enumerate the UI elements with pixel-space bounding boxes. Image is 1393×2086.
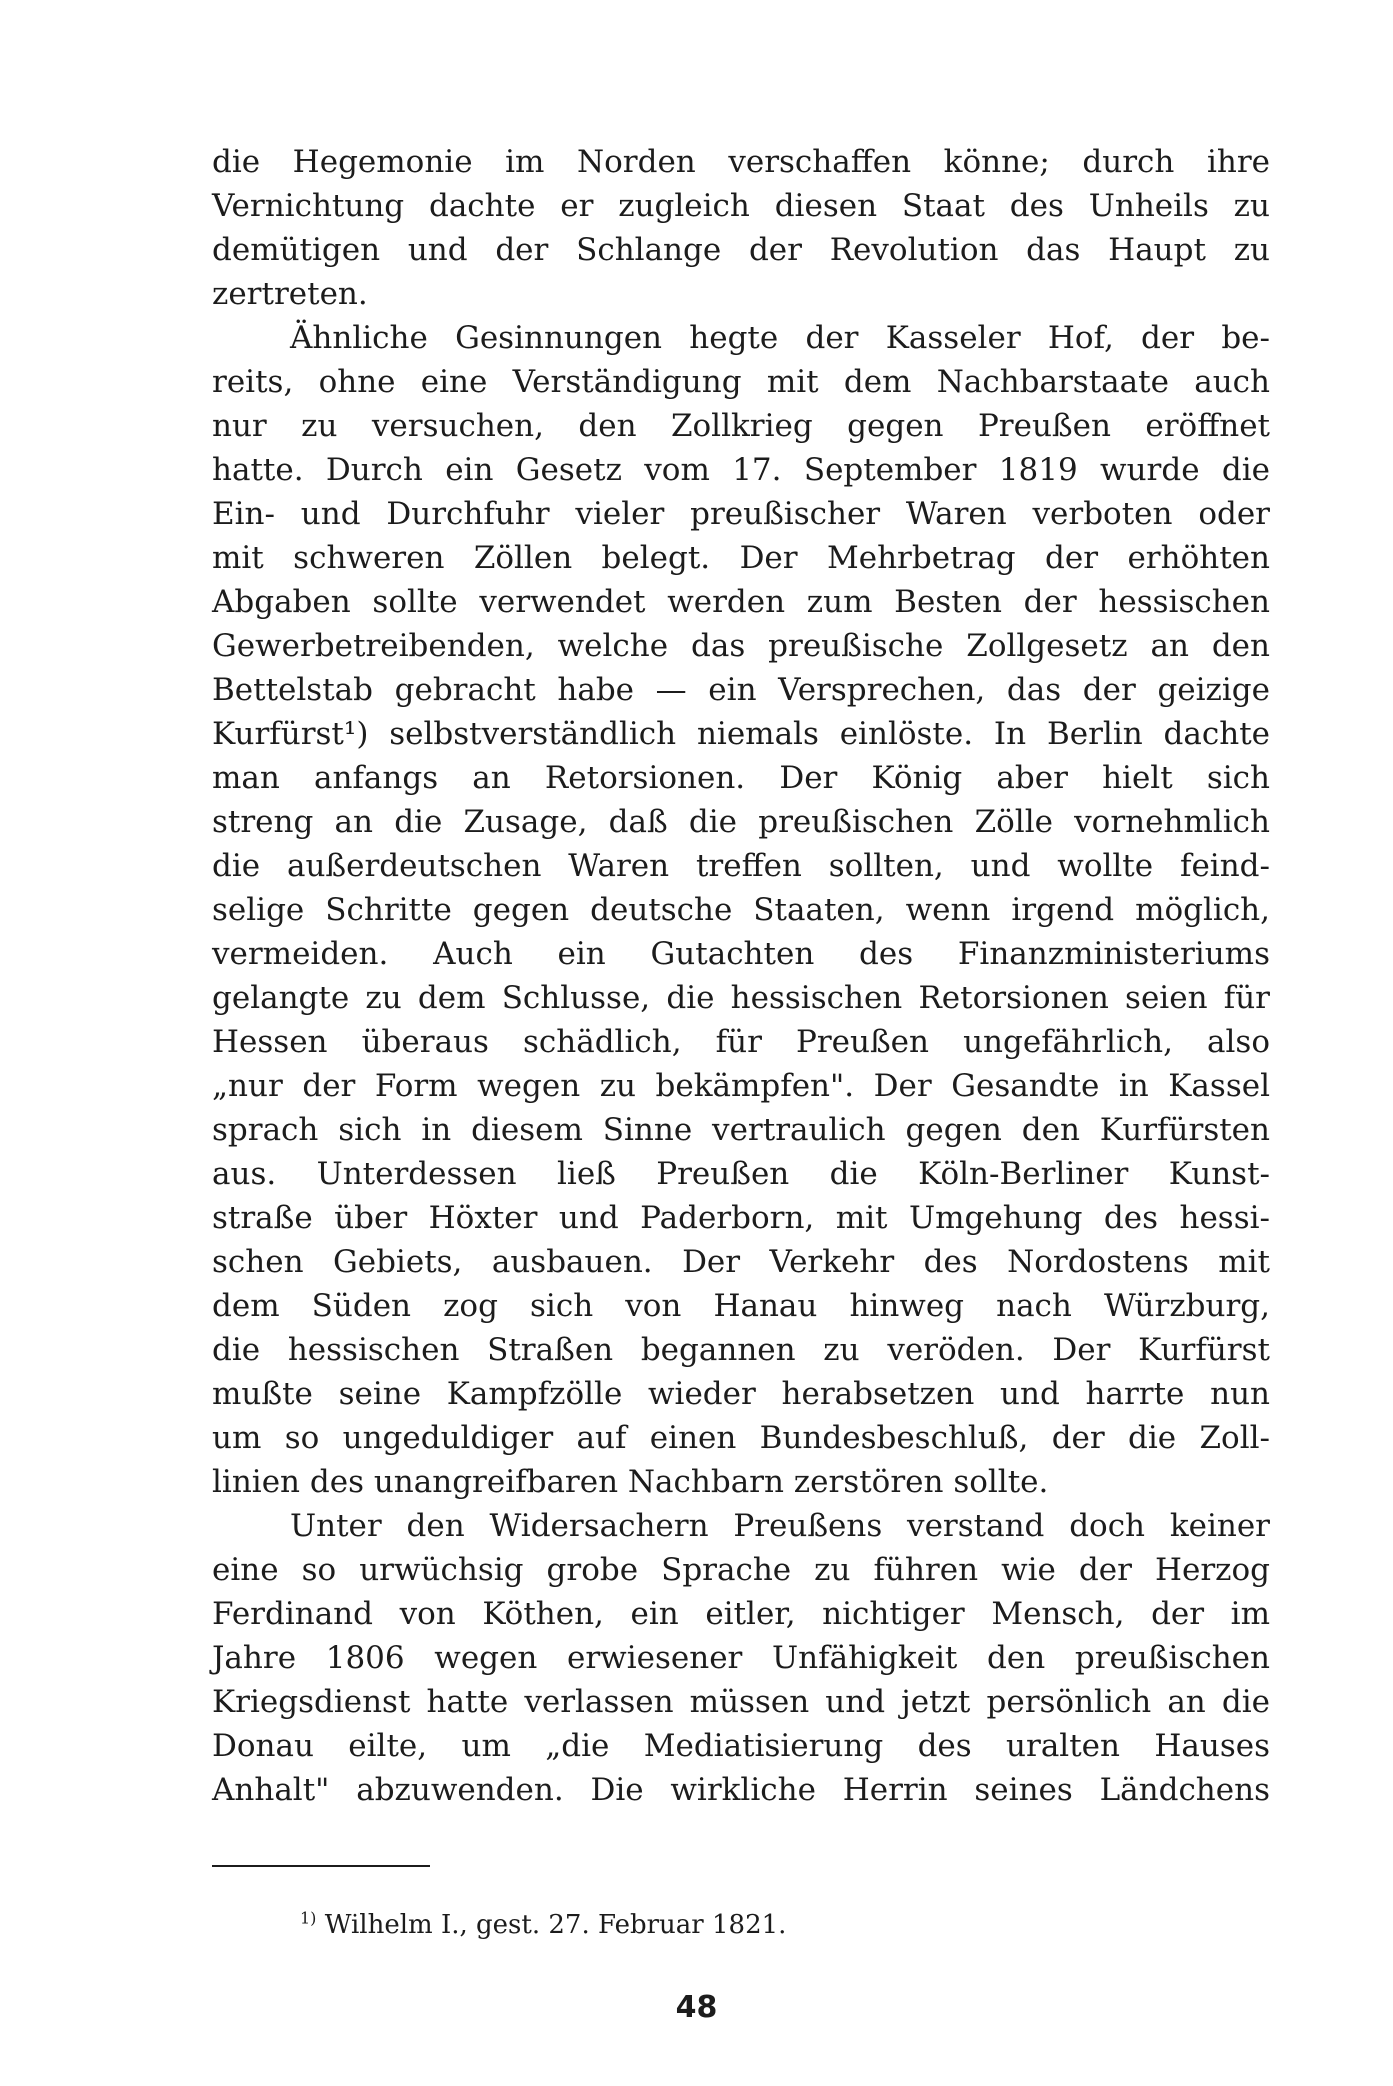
text-line: linien des unangreifbaren Nachbarn zerstören sollte.	[212, 1464, 1049, 1500]
text-line: Bettelstab gebracht habe — ein Versprechen, das der geizige	[212, 672, 1270, 708]
text-line: Unter den Widersachern Preußens verstand doch keiner	[290, 1508, 1270, 1544]
page-number: 48	[675, 1990, 718, 2025]
text-line: man anfangs an Retorsionen. Der König aber hielt sich	[212, 760, 1270, 796]
text-line: Abgaben sollte verwendet werden zum Besten der hessischen	[212, 584, 1270, 620]
text-line: vermeiden. Auch ein Gutachten des Finanzministeriums	[212, 936, 1270, 972]
text-line: die hessischen Straßen begannen zu veröden. Der Kurfürst	[212, 1332, 1270, 1368]
text-line: Kurfürst¹) selbstverständlich niemals einlöste. In Berlin dachte	[212, 716, 1270, 752]
text-line: die außerdeutschen Waren treffen sollten, und wollte feind-	[212, 848, 1270, 884]
text-line: Ein- und Durchfuhr vieler preußischer Waren verboten oder	[212, 496, 1270, 532]
text-line: die Hegemonie im Norden verschaffen könne; durch ihre	[212, 144, 1270, 180]
text-line: gelangte zu dem Schlusse, die hessischen Retorsionen seien für	[212, 980, 1270, 1016]
text-line: Kriegsdienst hatte verlassen müssen und jetzt persönlich an die	[212, 1684, 1270, 1720]
text-line: Ferdinand von Köthen, ein eitler, nichtiger Mensch, der im	[212, 1596, 1270, 1632]
text-line: Donau eilte, um „die Mediatisierung des uralten Hauses	[212, 1728, 1270, 1764]
text-line: mußte seine Kampfzölle wieder herabsetzen und harrte nun	[212, 1376, 1270, 1412]
text-line: demütigen und der Schlange der Revolution das Haupt zu	[212, 232, 1270, 268]
footnote-text: Wilhelm I., gest. 27. Februar 1821.	[324, 1910, 787, 1940]
text-line: reits, ohne eine Verständigung mit dem Nachbarstaate auch	[212, 364, 1270, 400]
text-line: hatte. Durch ein Gesetz vom 17. September 1819 wurde die	[212, 452, 1270, 488]
text-line: „nur der Form wegen zu bekämpfen". Der Gesandte in Kassel	[212, 1068, 1270, 1104]
footnote-marker: 1)	[300, 1908, 317, 1928]
text-line: dem Süden zog sich von Hanau hinweg nach Würzburg,	[212, 1288, 1270, 1324]
text-line: selige Schritte gegen deutsche Staaten, wenn irgend möglich,	[212, 892, 1270, 928]
text-line: nur zu versuchen, den Zollkrieg gegen Preußen eröffnet	[212, 408, 1270, 444]
text-line: Vernichtung dachte er zugleich diesen Staat des Unheils zu	[212, 188, 1270, 224]
footnote	[300, 1906, 786, 1944]
text-line: eine so urwüchsig grobe Sprache zu führen wie der Herzog	[212, 1552, 1270, 1588]
text-line: Ähnliche Gesinnungen hegte der Kasseler Hof, der be-	[290, 320, 1270, 356]
body-text	[212, 140, 1270, 1812]
text-line: sprach sich in diesem Sinne vertraulich gegen den Kurfürsten	[212, 1112, 1270, 1148]
footnote-divider	[212, 1865, 430, 1867]
text-line: Hessen überaus schädlich, für Preußen ungefährlich, also	[212, 1024, 1270, 1060]
text-line: straße über Höxter und Paderborn, mit Umgehung des hessi-	[212, 1200, 1270, 1236]
text-line: mit schweren Zöllen belegt. Der Mehrbetrag der erhöhten	[212, 540, 1270, 576]
text-line: Jahre 1806 wegen erwiesener Unfähigkeit den preußischen	[212, 1640, 1270, 1676]
text-line: zertreten.	[212, 276, 368, 312]
text-line: Gewerbetreibenden, welche das preußische Zollgesetz an den	[212, 628, 1270, 664]
text-line: schen Gebiets, ausbauen. Der Verkehr des Nordostens mit	[212, 1244, 1270, 1280]
text-line: streng an die Zusage, daß die preußischen Zölle vornehmlich	[212, 804, 1270, 840]
text-line: aus. Unterdessen ließ Preußen die Köln-Berliner Kunst-	[212, 1156, 1270, 1192]
text-line: um so ungeduldiger auf einen Bundesbeschluß, der die Zoll-	[212, 1420, 1270, 1456]
text-line: Anhalt" abzuwenden. Die wirkliche Herrin seines Ländchens	[212, 1772, 1270, 1808]
